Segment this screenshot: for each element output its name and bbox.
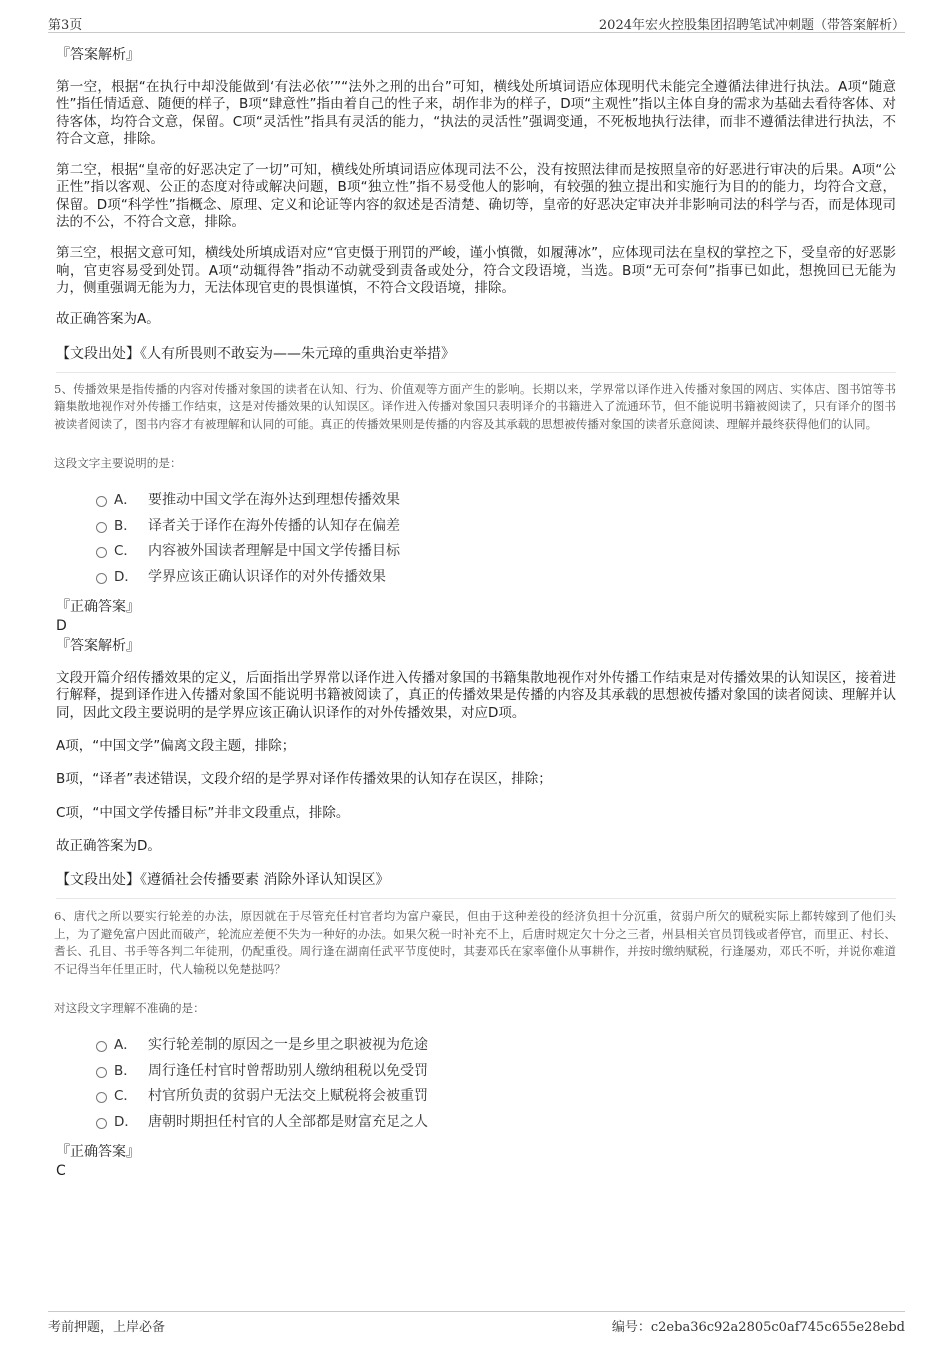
question-text: 6、唐代之所以要实行轮差的办法，原因就在于尽管充任村官者均为富户豪民，但由于这种差役的经济负担十分沉重，贫弱户所欠的赋税实际上都转嫁到了他们头上，为了避免富户因此而破产，轮流应差便不失为一种好的办法。如果欠税一时补充不上，后唐时规定欠十分之三者，州县相关官员罚钱或者停官，而里正、村长、耆长、孔目、书手等各判二年徒刑，仍配重役。周行逢在湖南任武平节度使时，其妻邓氏在家率僮仆从事耕作，并按时缴纳赋税，行逢屡劝，邓氏不听，并说你难道不记得当年任里正时，代人输税以免楚挞吗？: [54, 909, 896, 976]
option-text: 学界应该正确认识译作的对外传播效果: [148, 568, 386, 585]
option-b[interactable]: B． 译者关于译作在海外传播的认知存在偏差: [56, 514, 896, 540]
option-text: 实行轮差制的原因之一是乡里之职被视为危途: [148, 1037, 428, 1054]
analysis-paragraph: A项，“中国文学”偏离文段主题，排除；: [56, 737, 296, 754]
document-id: 编号：c2eba36c92a2805c0af745c655e28ebd: [611, 1320, 905, 1335]
option-text: 要推动中国文学在海外达到理想传播效果: [148, 492, 400, 509]
analysis-label: 『答案解析』: [56, 638, 140, 655]
page-content: [56, 46, 896, 1180]
radio-icon[interactable]: [96, 1118, 107, 1129]
option-text: 周行逢任村官时曾帮助别人缴纳租税以免受罚: [148, 1062, 428, 1079]
question-6: [56, 908, 896, 1180]
source-label: 【文段出处】: [56, 345, 140, 362]
document-title: 2024年宏火控股集团招聘笔试冲刺题（带答案解析）: [598, 18, 905, 33]
divider: [56, 372, 896, 373]
answer-label: 『正确答案』: [56, 1144, 140, 1161]
option-text: 村官所负责的贫弱户无法交上赋税将会被重罚: [148, 1088, 428, 1105]
correct-answer: D: [56, 618, 67, 635]
radio-icon[interactable]: [96, 496, 107, 507]
question-prompt: 这段文字主要说明的是：: [54, 456, 182, 471]
analysis-paragraph: 文段开篇介绍传播效果的定义，后面指出学界常以译作进入传播对象国的书籍集散地视作对外传播工作结束是对传播效果的认知误区，接着进行解释，提到译作进入传播对象国不能说明书籍被阅读了，真正的传播效果是传播的内容及其承载的思想被传播对象国的读者阅读、理解并认同，因此文段主要说明的是学界应该正确认识译作的对外传播效果，对应D项。: [56, 670, 896, 721]
option-d[interactable]: D． 唐朝时期担任村官的人全部都是财富充足之人: [56, 1110, 896, 1136]
option-d[interactable]: D． 学界应该正确认识译作的对外传播效果: [56, 565, 896, 591]
analysis-paragraph: B项，“译者”表述错误，文段介绍的是学界对译作传播效果的认知存在误区，排除；: [56, 771, 552, 788]
option-c[interactable]: C． 村官所负责的贫弱户无法交上赋税将会被重罚: [56, 1084, 896, 1110]
analysis-paragraph: 第一空，根据“在执行中却没能做到‘有法必依’”“法外之刑的出台”可知，横线处所填词语应体现明代未能完全遵循法律进行执法。A项“随意性”指任情适意、随便的样子，B项“肆意性”指由着自己的性子来，胡作非为的样子，D项“主观性”指以主体自身的需求为基础去看待客体、对待客体，均符合文意，保留。C项“灵活性”指具有灵活的能力，“执法的灵活性”强调变通，不死板地执行法律，而非不遵循法律进行执法，不符合文意，排除。: [56, 79, 896, 147]
option-c[interactable]: C． 内容被外国读者理解是中国文学传播目标: [56, 539, 896, 565]
source-label: 【文段出处】: [56, 872, 140, 889]
analysis-label: 『答案解析』: [56, 47, 140, 63]
answer-label: 『正确答案』: [56, 599, 140, 616]
option-text: 内容被外国读者理解是中国文学传播目标: [148, 543, 400, 560]
radio-icon[interactable]: [96, 573, 107, 584]
source-title: 《遵循社会传播要素 消除外译认知误区》: [140, 872, 390, 889]
question-5: [56, 381, 896, 890]
q4-analysis: [56, 46, 896, 363]
question-text: 5、传播效果是指传播的内容对传播对象国的读者在认知、行为、价值观等方面产生的影响。长期以来，学界常以译作进入传播对象国的网店、实体店、图书馆等书籍集散地视作对外传播工作结束，这是对传播效果的认知误区。译作进入传播对象国只表明译介的书籍进入了流通环节，但不能说明书籍被阅读了，只有译介的图书被读者阅读了，图书内容才有被理解和认同的可能。真正的传播效果则是传播的内容及其承载的思想被传播对象国的读者乐意阅读、理解并最终获得他们的认同。: [54, 381, 896, 431]
option-a[interactable]: A． 实行轮差制的原因之一是乡里之职被视为危途: [56, 1033, 896, 1059]
correct-answer: C: [56, 1163, 66, 1180]
page-number: 第3页: [48, 18, 83, 33]
radio-icon[interactable]: [96, 1041, 107, 1052]
analysis-paragraph: 第三空，根据文意可知，横线处所填成语对应“官吏慑于刑罚的严峻，谨小慎微，如履薄冰”，应体现司法在皇权的掌控之下，受皇帝的好恶影响，官吏容易受到处罚。A项“动辄得咎”指动不动就受到责备或处分，符合文段语境，当选。B项“无可奈何”指事已如此，想挽回已无能为力，侧重强调无能为力，无法体现官吏的畏惧谨慎，不符合文段语境，排除。: [56, 245, 896, 296]
option-text: 唐朝时期担任村官的人全部都是财富充足之人: [148, 1113, 428, 1130]
radio-icon[interactable]: [96, 522, 107, 533]
source-line: [56, 345, 896, 363]
divider: [56, 898, 896, 899]
analysis-paragraph: C项，“中国文学传播目标”并非文段重点，排除。: [56, 804, 350, 821]
option-a[interactable]: A． 要推动中国文学在海外达到理想传播效果: [56, 488, 896, 514]
source-line: [56, 871, 896, 889]
page-footer: [48, 1311, 905, 1336]
option-text: 译者关于译作在海外传播的认知存在偏差: [148, 517, 400, 534]
analysis-conclusion: 故正确答案为D。: [56, 837, 161, 854]
source-title: 《人有所畏则不敢妄为——朱元璋的重典治吏举措》: [140, 345, 455, 362]
analysis-paragraph: 第二空，根据“皇帝的好恶决定了一切”可知，横线处所填词语应体现司法不公，没有按照法律而是按照皇帝的好恶进行审决的后果。A项“公正性”指以客观、公正的态度对待或解决问题，B项“独立性”指不易受他人的影响，有较强的独立提出和实施行为目的的能力，均符合文意，保留。D项“科学性”指概念、原理、定义和论证等内容的叙述是否清楚、确切等，皇帝的好恶决定审决并非影响司法的科学与否，而是体现司法的不公，不符合文意，排除。: [56, 162, 896, 231]
page-header: [48, 10, 905, 33]
question-prompt: 对这段文字理解不准确的是：: [54, 1001, 205, 1016]
analysis-conclusion: 故正确答案为A。: [56, 311, 160, 328]
option-list: [56, 1033, 896, 1135]
radio-icon[interactable]: [96, 1092, 107, 1103]
option-list: [56, 488, 896, 590]
option-b[interactable]: B． 周行逢任村官时曾帮助别人缴纳租税以免受罚: [56, 1059, 896, 1085]
radio-icon[interactable]: [96, 1067, 107, 1078]
footer-slogan: 考前押题，上岸必备: [48, 1320, 166, 1335]
radio-icon[interactable]: [96, 547, 107, 558]
